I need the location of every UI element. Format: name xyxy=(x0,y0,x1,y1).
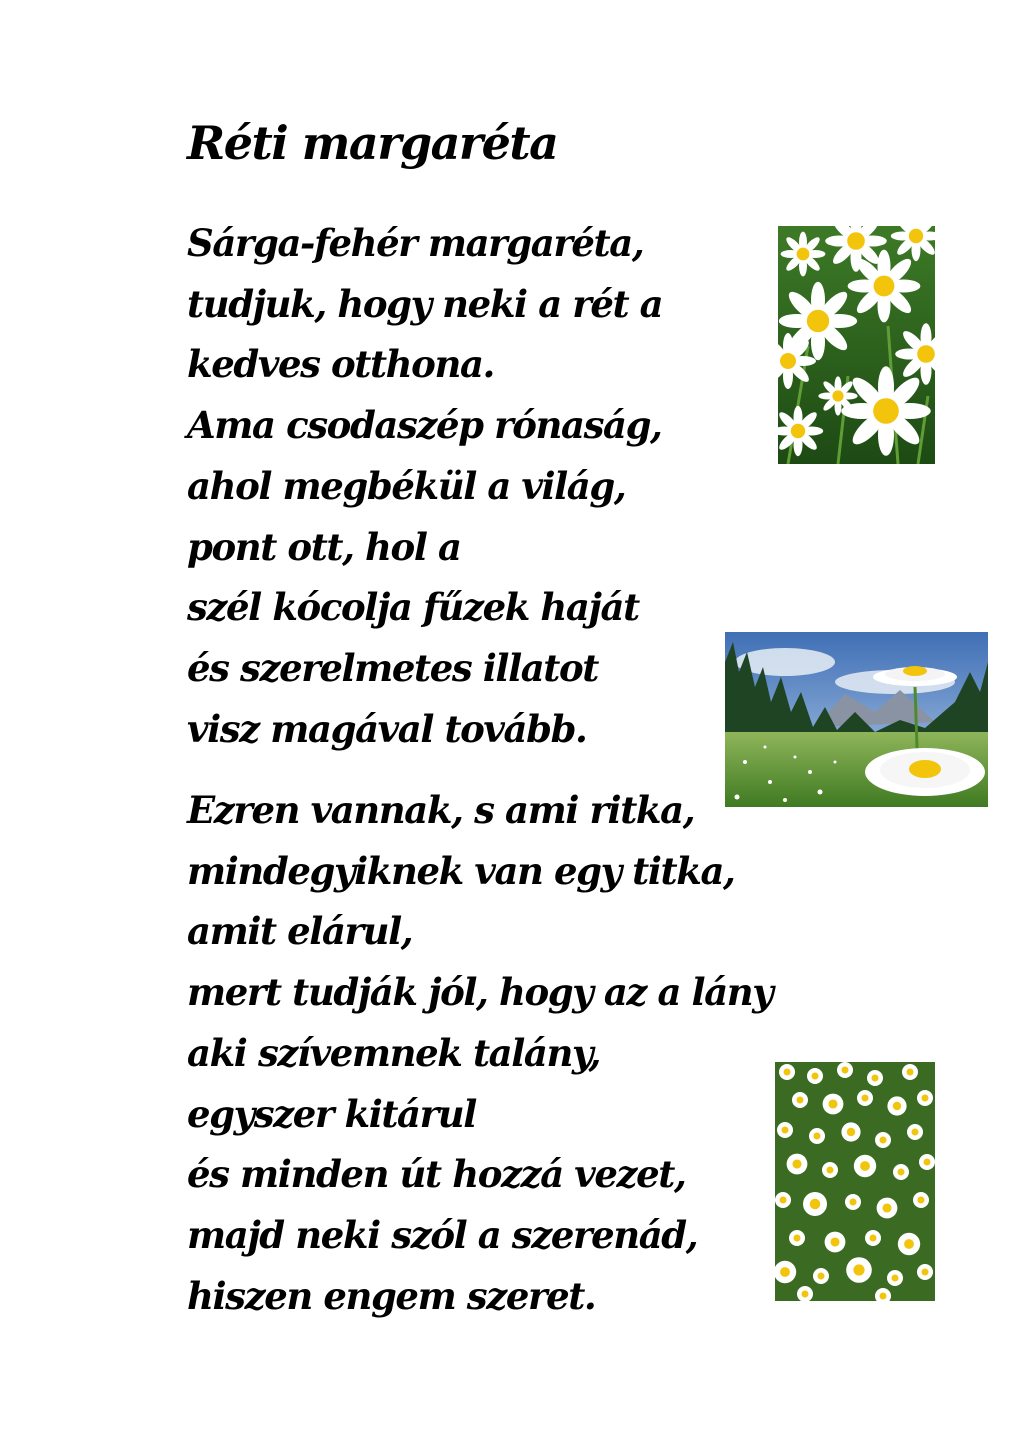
poem-line: ahol megbékül a világ, xyxy=(187,463,626,508)
chamomile-field-photo xyxy=(775,1062,935,1301)
poem-line: mert tudják jól, hogy az a lány xyxy=(187,970,773,1015)
poem-line: tudjuk, hogy neki a rét a xyxy=(187,281,663,326)
stanza-2 xyxy=(187,780,772,1326)
poem-line: visz magával tovább. xyxy=(187,706,587,751)
poem-line: amit elárul, xyxy=(187,909,413,954)
poem-line: Ezren vannak, s ami ritka, xyxy=(187,788,695,832)
stanza-1 xyxy=(187,213,662,759)
poem-line: hiszen engem szeret. xyxy=(187,1273,596,1318)
daisy-closeup-photo xyxy=(778,226,935,464)
poem-line: Sárga-fehér margaréta, xyxy=(187,221,644,265)
poem-line: Ama csodaszép rónaság, xyxy=(187,403,662,448)
poem-line: aki szívemnek talány, xyxy=(187,1030,601,1075)
poem-line: pont ott, hol a xyxy=(187,524,461,569)
poem-line: egyszer kitárul xyxy=(187,1091,476,1136)
poem-line: szél kócolja fűzek haját xyxy=(187,585,639,630)
poem-line: majd neki szól a szerenád, xyxy=(187,1212,698,1257)
poem-line: és minden út hozzá vezet, xyxy=(187,1152,686,1197)
poem-line: kedves otthona. xyxy=(187,342,494,387)
poem-title: Réti margaréta xyxy=(187,116,558,170)
daisy-meadow-landscape-photo xyxy=(725,632,988,807)
poem-line: mindegyiknek van egy titka, xyxy=(187,848,735,893)
poem-line: és szerelmetes illatot xyxy=(187,645,598,690)
